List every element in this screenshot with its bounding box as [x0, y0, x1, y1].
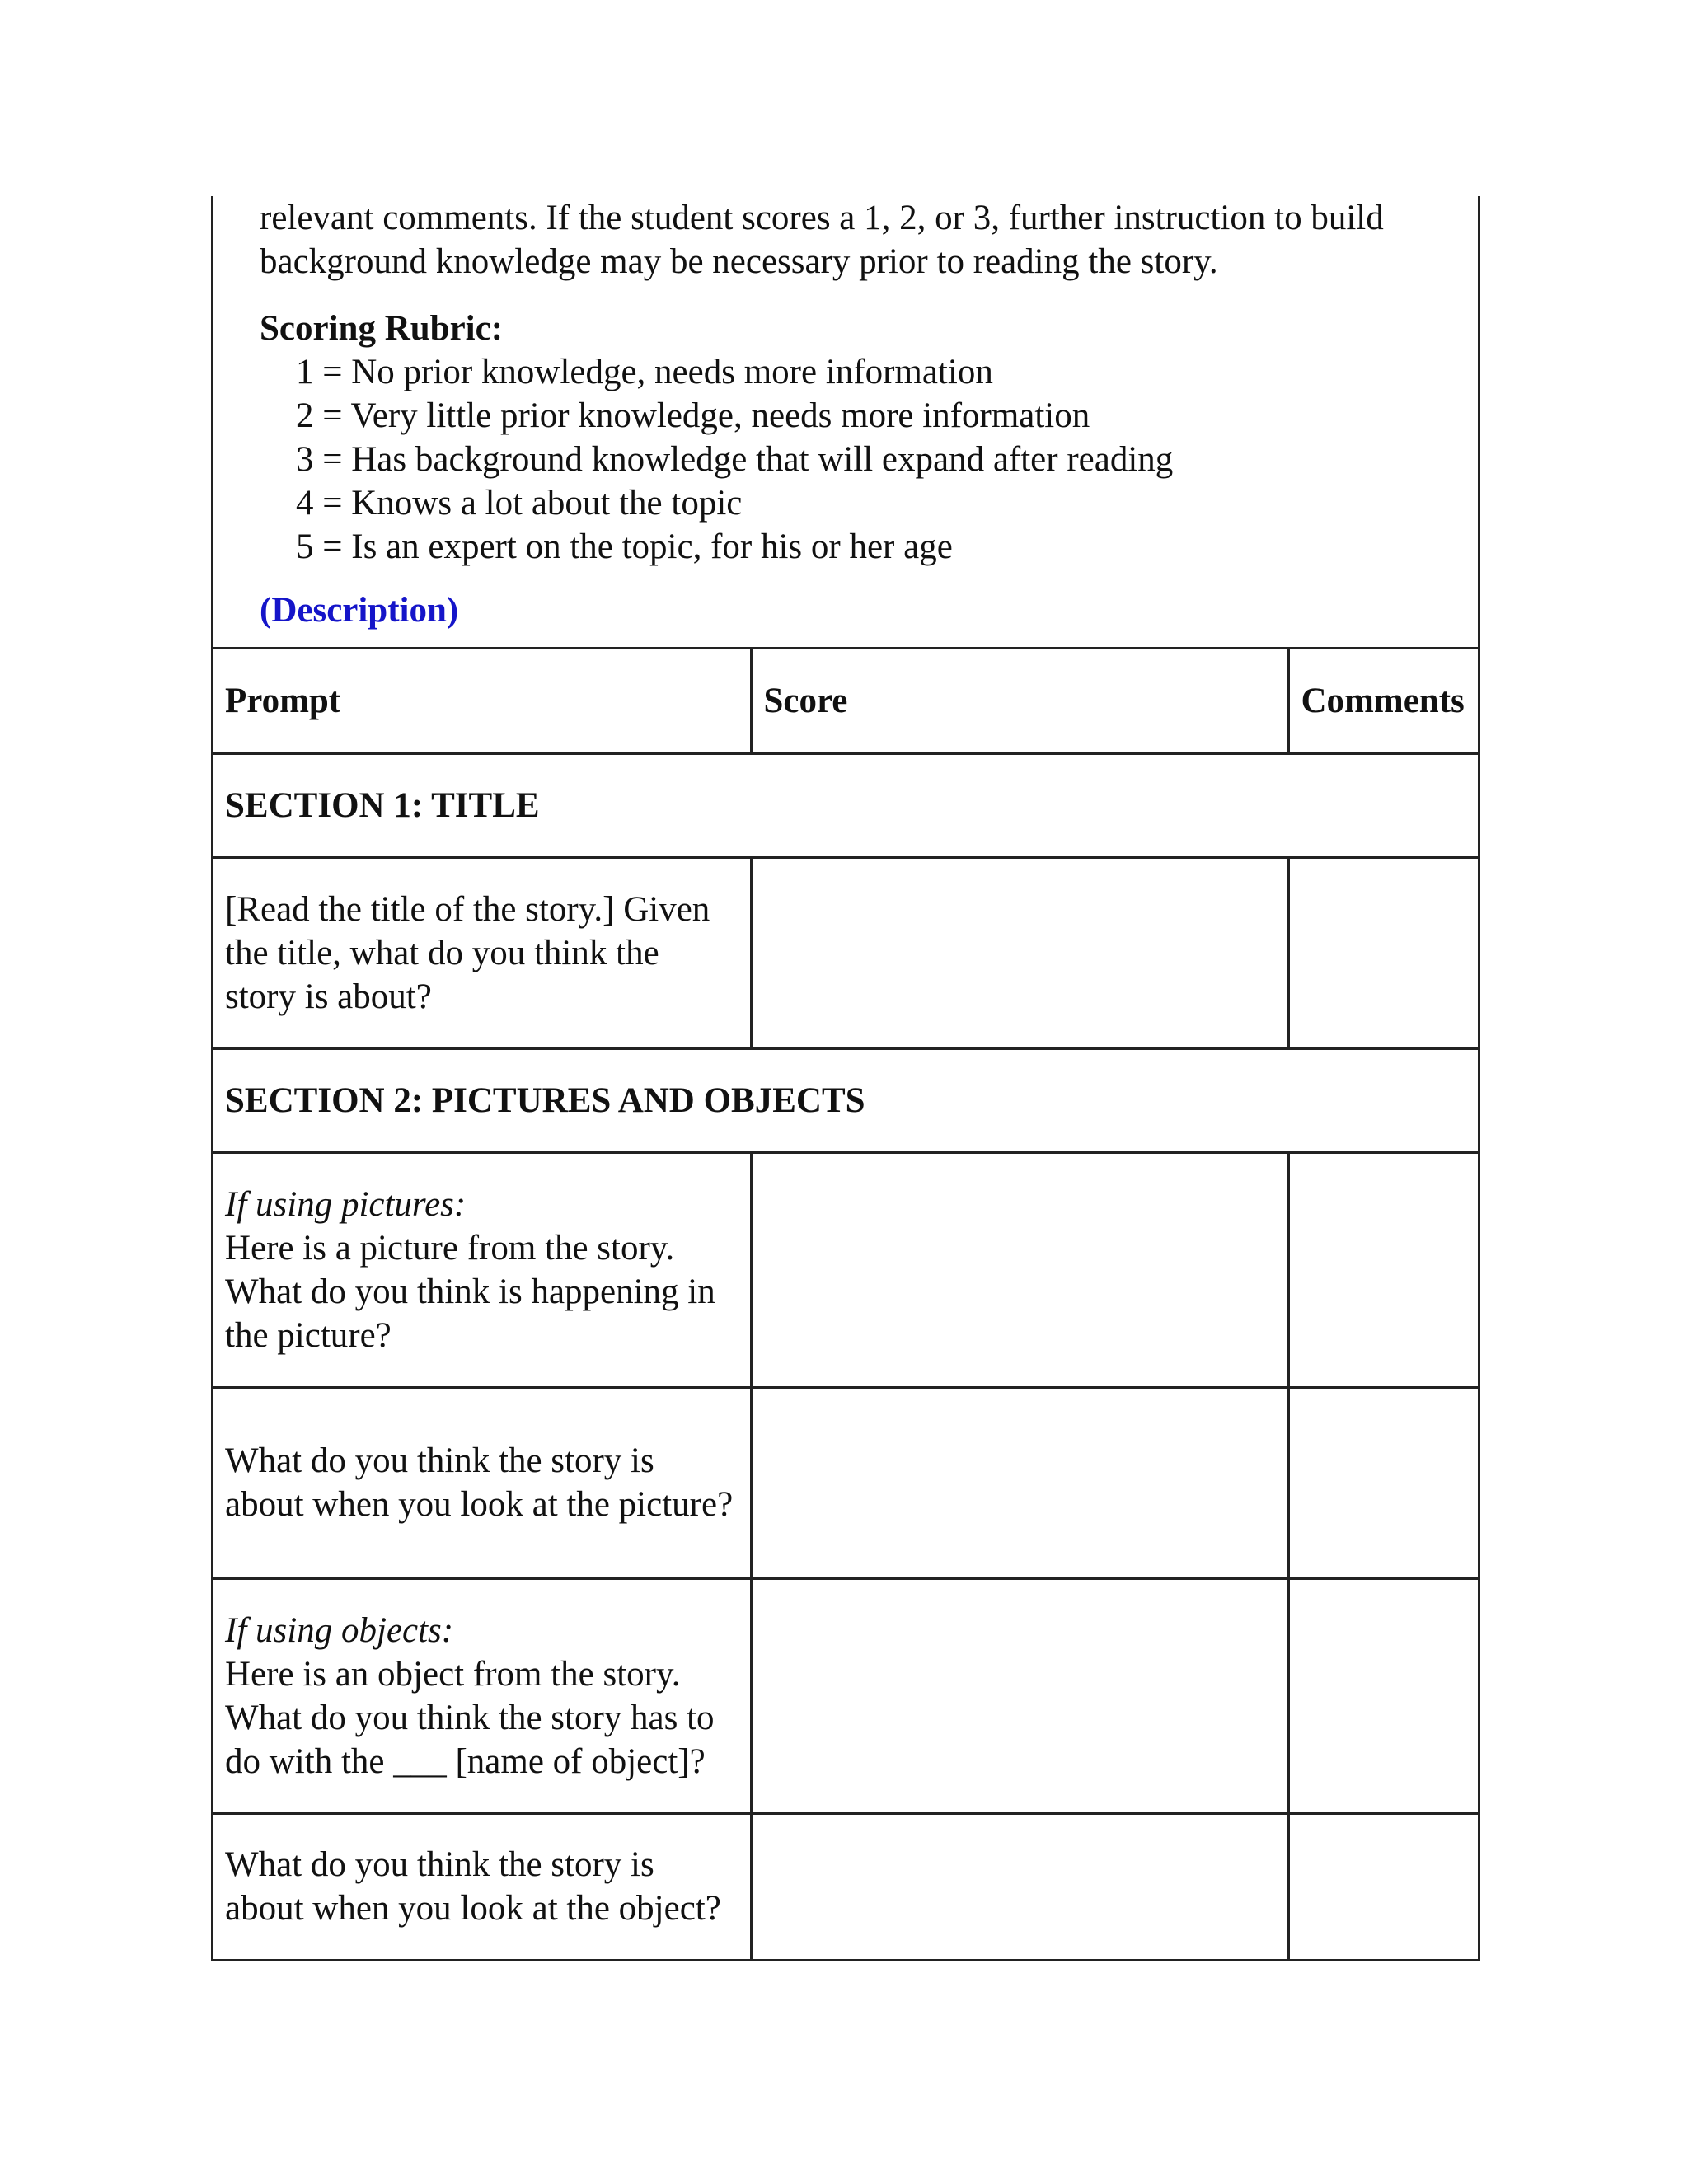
rubric-item: 1 = No prior knowledge, needs more information — [296, 353, 993, 391]
pictures-label: If using pictures: — [225, 1184, 467, 1224]
comments-cell[interactable] — [1288, 1578, 1478, 1813]
prompt-score-table — [213, 649, 1478, 1961]
object-story-prompt-cell: What do you think the story is about when you look at the object? — [213, 1813, 751, 1960]
instructions-paragraph: relevant comments. If the student scores a 1, 2, or 3, further instruction to build background knowledge may be necessary prior to reading the story. — [260, 199, 1384, 281]
assessment-frame — [211, 196, 1480, 1961]
table-row — [213, 1152, 1478, 1387]
header-prompt: Prompt — [213, 649, 751, 753]
pictures-prompt: Here is a picture from the story. What do you think is happening in the picture? — [225, 1228, 715, 1355]
pictures-prompt-cell — [213, 1152, 751, 1387]
objects-prompt: Here is an object from the story. What do you think the story has to do with the ___ [name of object]? — [225, 1654, 715, 1781]
section-1-row — [213, 753, 1478, 857]
table-row — [213, 1813, 1478, 1960]
table-row — [213, 857, 1478, 1048]
description-link[interactable]: (Description) — [260, 591, 459, 630]
rubric-item: 5 = Is an expert on the topic, for his or her age — [296, 527, 953, 566]
objects-label: If using objects: — [225, 1610, 454, 1650]
table-row — [213, 1387, 1478, 1578]
score-cell[interactable] — [751, 857, 1288, 1048]
scoring-rubric-list — [260, 350, 1433, 569]
instructions-section — [213, 196, 1478, 649]
table-row — [213, 1578, 1478, 1813]
score-cell[interactable] — [751, 1387, 1288, 1578]
table-header-row — [213, 649, 1478, 753]
comments-cell[interactable] — [1288, 1813, 1478, 1960]
rubric-item: 3 = Has background knowledge that will expand after reading — [296, 440, 1174, 479]
rubric-item: 4 = Knows a lot about the topic — [296, 484, 743, 523]
section-1-title: SECTION 1: TITLE — [213, 753, 1478, 857]
score-cell[interactable] — [751, 1813, 1288, 1960]
comments-cell[interactable] — [1288, 1387, 1478, 1578]
comments-cell[interactable] — [1288, 1152, 1478, 1387]
header-score: Score — [751, 649, 1288, 753]
scoring-rubric-heading: Scoring Rubric: — [260, 309, 504, 348]
header-comments: Comments — [1288, 649, 1478, 753]
section-2-title: SECTION 2: PICTURES AND OBJECTS — [213, 1048, 1478, 1152]
objects-prompt-cell — [213, 1578, 751, 1813]
picture-story-prompt-cell: What do you think the story is about when you look at the picture? — [213, 1387, 751, 1578]
score-cell[interactable] — [751, 1578, 1288, 1813]
title-prompt-cell: [Read the title of the story.] Given the title, what do you think the story is about? — [213, 857, 751, 1048]
comments-cell[interactable] — [1288, 857, 1478, 1048]
section-2-row — [213, 1048, 1478, 1152]
rubric-item: 2 = Very little prior knowledge, needs more information — [296, 396, 1090, 435]
score-cell[interactable] — [751, 1152, 1288, 1387]
